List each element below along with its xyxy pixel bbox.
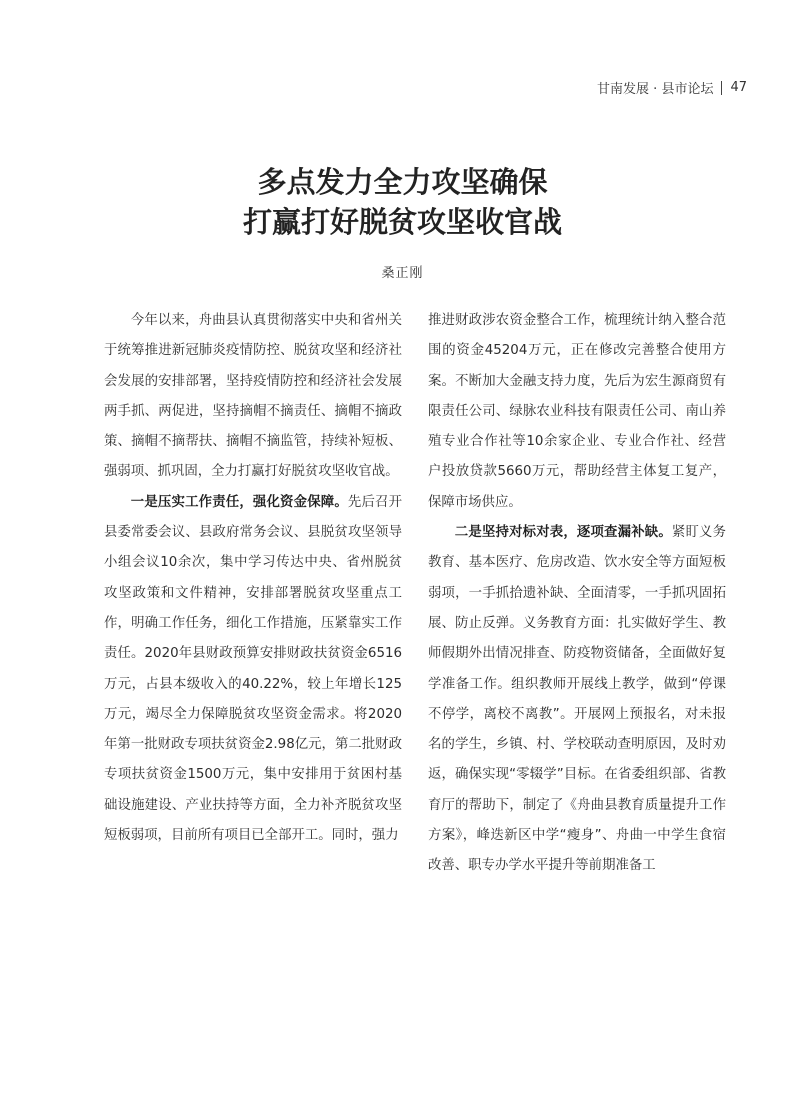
page-number: 47 bbox=[730, 80, 747, 95]
intro-paragraph: 今年以来，舟曲县认真贯彻落实中央和省州关于统筹推进新冠肺炎疫情防控、脱贫攻坚和经济社会发展的安排部署，坚持疫情防控和经济社会发展两手抓、两促进，坚持摘帽不摘责任、摘帽不摘政策、摘帽不摘帮扶、摘帽不摘监管，持续补短板、强弱项、抓巩固，全力打赢打好脱贫攻坚收官战。 bbox=[104, 313, 402, 480]
article-title bbox=[0, 162, 805, 242]
section-two-heading: 二是坚持对标对表，逐项查漏补缺。 bbox=[454, 525, 672, 541]
running-head bbox=[597, 78, 747, 97]
section-one-paragraph bbox=[104, 488, 402, 852]
header-divider bbox=[721, 81, 722, 95]
section-label: 甘南发展 · 县市论坛 bbox=[597, 82, 714, 97]
section-one-body: 先后召开县委常委会议、县政府常务会议、县脱贫攻坚领导小组会议10余次，集中学习传达中央、省州脱贫攻坚政策和文件精神，安排部署脱贫攻坚重点工作，明确工作任务，细化工作措施，压紧靠实工作责任。2020年县财政预算安排财政扶贫资金6516万元，占县本级收入的40.22%，较上年增长125万元，竭尽全力保障脱贫攻坚资金需求。将2020年第一批财政专项扶贫资金2.98亿元，第二批财政专项扶贫资金1500万元，集中安排用于贫困村基础设施建设、产业扶持等方面，全力补齐脱贫攻坚短板弱项，目前所有项目已全部开工。同时，强力 bbox=[104, 494, 403, 844]
article-author: 桑正刚 bbox=[381, 266, 424, 281]
section-two-body: 紧盯义务教育、基本医疗、危房改造、饮水安全等方面短板弱项，一手抓拾遗补缺、全面清零，一手抓巩固拓展、防止反弹。义务教育方面：扎实做好学生、教师假期外出情况排查、防疫物资储备，全面做好复学准备工作。组织教师开展线上教学，做到“停课不停学，离校不离教”。开展网上预报名，对未报名的学生，乡镇、村、学校联动查明原因，及时劝返，确保实现“零辍学”目标。在省委组织部、省教育厅的帮助下，制定了《舟曲县教育质量提升工作方案》，峰迭新区中学“瘦身”、舟曲一中学生食宿改善、职专办学水平提升等前期准备工 bbox=[428, 525, 727, 874]
title-line-2: 打赢打好脱贫攻坚收官战 bbox=[242, 205, 562, 239]
title-line-1: 多点发力全力攻坚确保 bbox=[257, 165, 548, 199]
left-column bbox=[104, 306, 402, 851]
section-two-paragraph bbox=[428, 518, 726, 882]
continued-paragraph: 推进财政涉农资金整合工作，梳理统计纳入整合范围的资金45204万元，正在修改完善整合使用方案。不断加大金融支持力度，先后为宏生源商贸有限责任公司、绿脉农业科技有限责任公司、南山养殖专业合作社等10余家企业、专业合作社、经营户投放贷款5660万元，帮助经营主体复工复产，保障市场供应。 bbox=[428, 313, 726, 510]
right-column bbox=[428, 306, 726, 882]
section-one-heading: 一是压实工作责任，强化资金保障。 bbox=[130, 494, 348, 510]
